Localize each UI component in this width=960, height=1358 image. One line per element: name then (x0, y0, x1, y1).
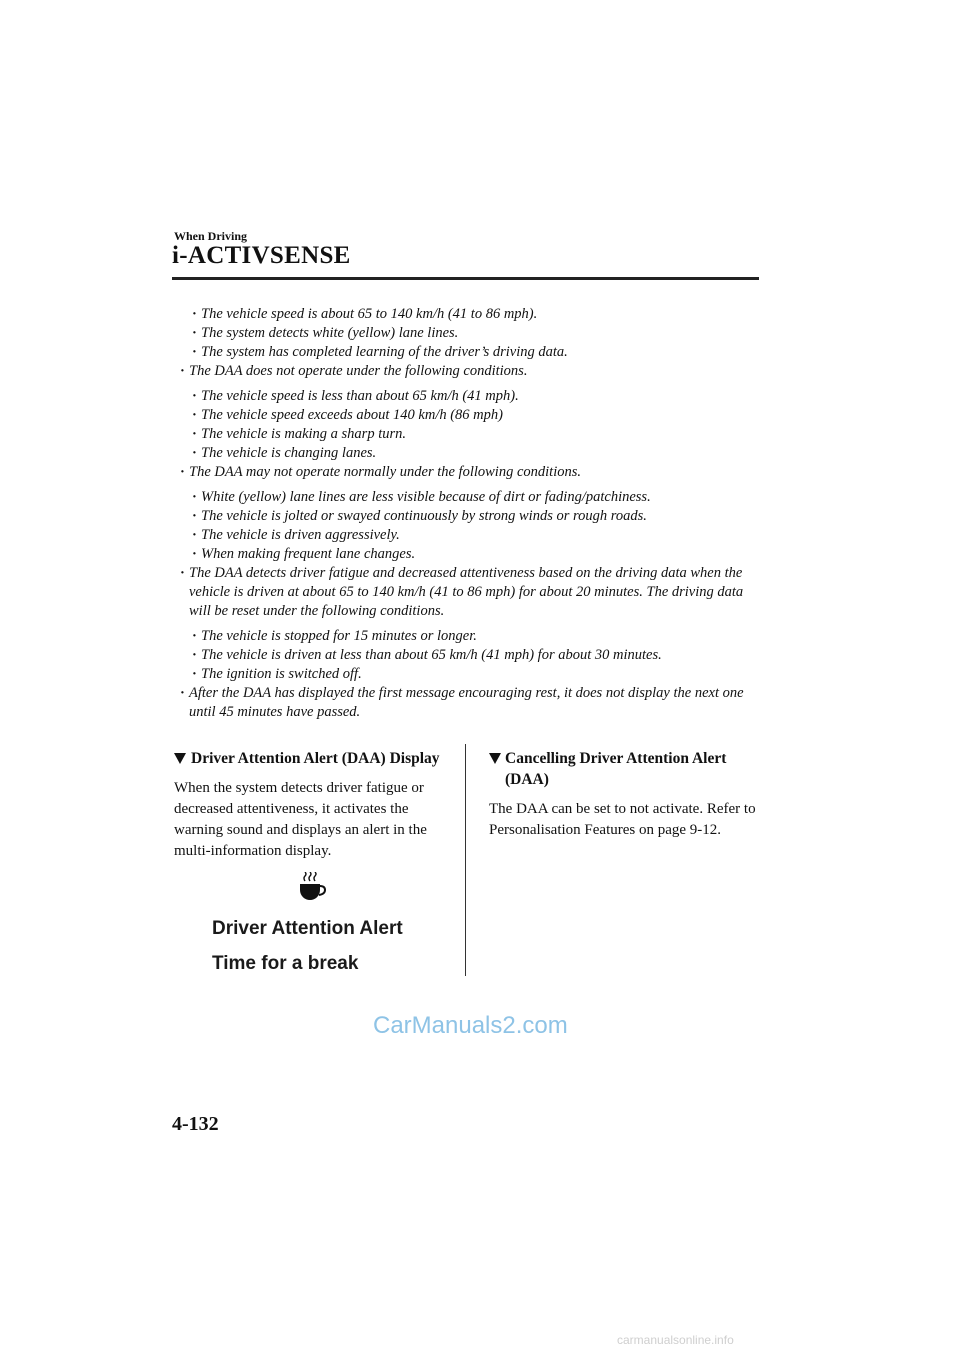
list-item: · The vehicle speed exceeds about 140 km/h (86 mph) (192, 406, 760, 425)
list-item: · The vehicle is driven aggressively. (192, 526, 760, 545)
list-item: · The ignition is switched off. (192, 665, 760, 684)
page-number: 4-132 (172, 1113, 219, 1135)
coffee-cup-icon (296, 872, 326, 902)
list-item: · The vehicle is jolted or swayed continuously by strong winds or rough roads. (192, 507, 760, 526)
list-item: · The vehicle is changing lanes. (192, 444, 760, 463)
triangle-marker-icon (489, 753, 501, 764)
list-item: · The system detects white (yellow) lane lines. (192, 324, 760, 343)
list-item: · The vehicle is making a sharp turn. (192, 425, 760, 444)
section-body: The DAA can be set to not activate. Refer to Personalisation Features on page 9-12. (489, 801, 756, 838)
watermark-logo: CarManuals2.com (373, 1012, 568, 1039)
cancel-daa-section (489, 748, 759, 841)
list-item: · After the DAA has displayed the first message encouraging rest, it does not display the next one until 45 minutes have passed. (180, 684, 760, 722)
list-item: · The vehicle is stopped for 15 minutes or longer. (192, 627, 760, 646)
list-item: · The vehicle speed is about 65 to 140 km/h (41 to 86 mph). (192, 305, 760, 324)
list-item: · The DAA does not operate under the following conditions. (180, 362, 760, 381)
section-heading: Driver Attention Alert (DAA) Display (174, 748, 454, 769)
display-alert-title: Driver Attention Alert (212, 918, 403, 939)
list-item: · The vehicle is driven at less than about 65 km/h (41 mph) for about 30 minutes. (192, 646, 760, 665)
display-alert-message: Time for a break (212, 953, 359, 974)
daa-display-section (174, 748, 454, 862)
list-item: · The DAA detects driver fatigue and decreased attentiveness based on the driving data when the vehicle is driven at about 65 to 140 km/h (41 to 86 mph) for about 20 minutes. The driving data will be reset under the following conditions. (180, 564, 760, 621)
page-title: i-ACTIVSENSE (172, 242, 351, 269)
list-item: · The system has completed learning of the driver’s driving data. (192, 343, 760, 362)
section-label: When Driving (174, 229, 248, 243)
column-divider (465, 744, 466, 976)
list-item: · When making frequent lane changes. (192, 545, 760, 564)
list-item: · The DAA may not operate normally under the following conditions. (180, 463, 760, 482)
section-body: When the system detects driver fatigue or decreased attentiveness, it activates the warning sound and displays an alert in the multi-information display. (174, 780, 427, 859)
triangle-marker-icon (174, 753, 186, 764)
notes-list (180, 305, 760, 722)
list-item: · The vehicle speed is less than about 65 km/h (41 mph). (192, 387, 760, 406)
header-rule (172, 277, 759, 280)
section-heading: Cancelling Driver Attention Alert (DAA) (489, 748, 759, 790)
list-item: · White (yellow) lane lines are less visible because of dirt or fading/patchiness. (192, 488, 760, 507)
footer-watermark: carmanualsonline.info (617, 1333, 734, 1347)
